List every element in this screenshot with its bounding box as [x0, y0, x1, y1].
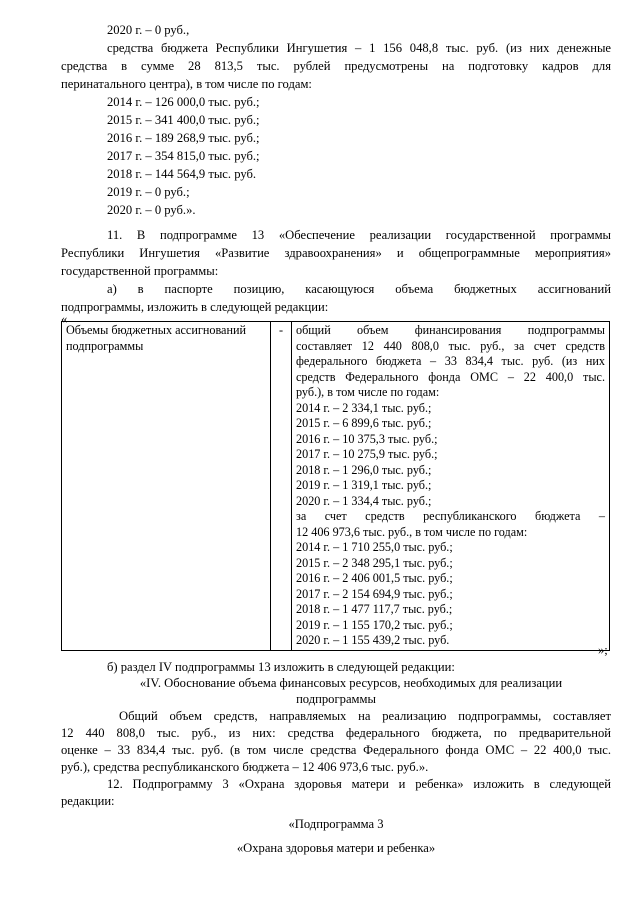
paragraph-11-line: государственной программы: [61, 264, 219, 278]
federal-year-item: 2016 г. – 10 375,3 тыс. руб.; [296, 431, 438, 446]
section-text-line: руб.), средства республиканского бюджета – 12 406 973,6 тыс. руб.». [61, 760, 429, 774]
section-title: «IV. Обоснование объема финансовых ресурсов, необходимых для реализации [139, 676, 563, 690]
section-text-line: 12 440 808,0 тыс. руб., из них: средства федерального бюджета, по предварительной [61, 726, 611, 740]
paragraph-12-line: редакции: [61, 794, 115, 808]
table-label-cell [62, 322, 271, 651]
subprogram-title: «Охрана здоровья матери и ребенка» [236, 841, 436, 855]
republic-year-item: 2020 г. – 1 155 439,2 тыс. руб. [296, 633, 450, 647]
table-dash: - [278, 323, 284, 337]
federal-year-item: 2020 г. – 1 334,4 тыс. руб.; [296, 493, 432, 508]
text-line: средства в сумме 28 813,5 тыс. рублей предусмотрены на подготовку кадров для [61, 59, 611, 73]
year-item: 2019 г. – 0 руб.; [107, 185, 190, 199]
table-label: Объемы бюджетных ассигнований подпрограммы [66, 323, 247, 353]
section-text-line: оценке – 33 834,4 тыс. руб. (в том числе средства Федерального фонда ОМС – 22 400,0 тыс. [61, 743, 611, 757]
subprogram-heading: «Подпрограмма 3 [288, 817, 384, 831]
year-item: 2017 г. – 354 815,0 тыс. руб.; [107, 149, 260, 163]
cell-line: 12 406 973,6 тыс. руб., в том числе по годам: [296, 524, 528, 539]
table-value-cell [292, 322, 610, 651]
cell-line: средств Федерального фонда ОМС – 22 400,0 тыс. [296, 369, 605, 384]
cell-line: общий объем финансирования подпрограммы [296, 323, 605, 337]
year-item: 2015 г. – 341 400,0 тыс. руб.; [107, 113, 260, 127]
paragraph-12-line: 12. Подпрограмму 3 «Охрана здоровья матери и ребенка» изложить в следующей [107, 777, 611, 791]
cell-line: федерального бюджета – 33 834,4 тыс. руб. (из них [296, 354, 605, 368]
cell-line: руб.), в том числе по годам: [296, 385, 440, 399]
table-row [62, 322, 610, 651]
republic-year-item: 2016 г. – 2 406 001,5 тыс. руб.; [296, 571, 453, 585]
text-line: перинатального центра), в том числе по годам: [61, 77, 312, 91]
federal-year-item: 2014 г. – 2 334,1 тыс. руб.; [296, 400, 432, 415]
close-quote: »; [598, 643, 608, 657]
paragraph-11-line: 11. В подпрограмме 13 «Обеспечение реализации государственной программы [107, 228, 611, 242]
republic-year-item: 2019 г. – 1 155 170,2 тыс. руб.; [296, 617, 453, 632]
republic-year-item: 2014 г. – 1 710 255,0 тыс. руб.; [296, 540, 453, 554]
federal-year-item: 2019 г. – 1 319,1 тыс. руб.; [296, 478, 432, 492]
federal-year-item: 2018 г. – 1 296,0 тыс. руб.; [296, 462, 432, 477]
cell-line: за счет средств республиканского бюджета – [296, 509, 605, 523]
republic-year-item: 2018 г. – 1 477 117,7 тыс. руб.; [296, 602, 453, 616]
text-line: 2020 г. – 0 руб., [107, 23, 190, 37]
year-item: 2018 г. – 144 564,9 тыс. руб. [107, 167, 257, 181]
federal-year-item: 2015 г. – 6 899,6 тыс. руб.; [296, 416, 432, 430]
paragraph-11b-heading: б) раздел IV подпрограммы 13 изложить в следующей редакции: [107, 660, 455, 674]
text-line: средства бюджета Республики Ингушетия – 1 156 048,8 тыс. руб. (из них денежные [107, 41, 611, 55]
paragraph-11a-line: подпрограммы, изложить в следующей редакции: [61, 300, 329, 314]
cell-line: составляет 12 440 808,0 тыс. руб., за счет средств [296, 338, 605, 353]
year-item: 2020 г. – 0 руб.». [107, 203, 196, 217]
year-item: 2014 г. – 126 000,0 тыс. руб.; [107, 95, 260, 109]
federal-year-item: 2017 г. – 10 275,9 тыс. руб.; [296, 447, 438, 461]
paragraph-11a-line: а) в паспорте позицию, касающуюся объема бюджетных ассигнований [107, 282, 611, 296]
open-quote: « [61, 312, 68, 326]
section-text-line: Общий объем средств, направляемых на реализацию подпрограммы, составляет [119, 709, 611, 723]
paragraph-11-line: Республики Ингушетия «Развитие здравоохранения» и общепрограммные мероприятия» [61, 246, 611, 260]
passport-table [61, 321, 610, 651]
year-item: 2016 г. – 189 268,9 тыс. руб.; [107, 131, 260, 145]
table-dash-cell [271, 322, 292, 651]
republic-year-item: 2017 г. – 2 154 694,9 тыс. руб.; [296, 586, 453, 601]
republic-year-item: 2015 г. – 2 348 295,1 тыс. руб.; [296, 555, 453, 570]
section-title: подпрограммы [296, 692, 376, 706]
